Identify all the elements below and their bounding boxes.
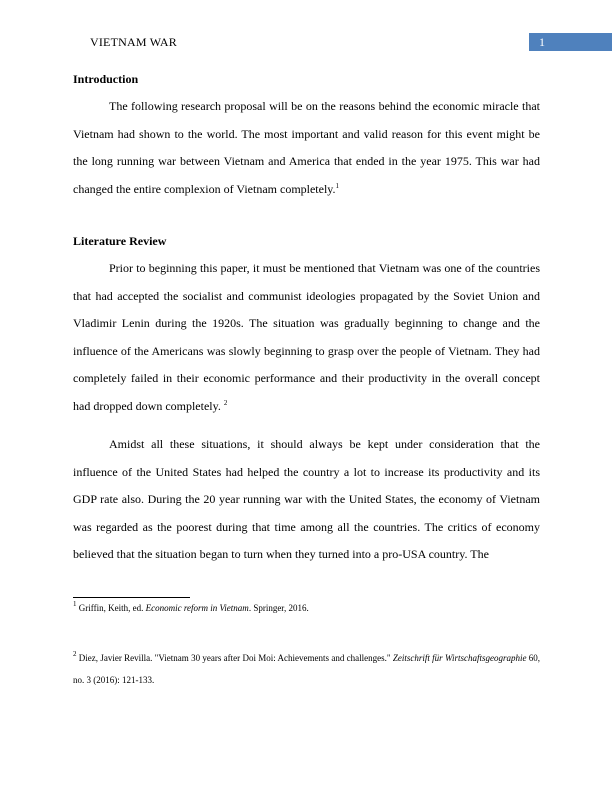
footnote-number: 2	[73, 650, 77, 658]
footnote-text: Diez, Javier Revilla. "Vietnam 30 years after Doi Moi: Achievements and challenges."	[76, 653, 393, 663]
footnote-1	[73, 597, 540, 619]
page-number: 1	[539, 35, 545, 49]
page-number-box	[529, 33, 612, 51]
paragraph-introduction	[73, 93, 540, 203]
section-heading-literature-review: Literature Review	[73, 234, 167, 248]
paragraph-text: Prior to beginning this paper, it must be mentioned that Vietnam was one of the countries that had accepted the socialist and communist ideologies propagated by the Soviet Union and Vladimir Lenin during the 1920s. The situation was gradually beginning to change and the influence of the Americans was slowly beginning to grasp over the people of Vietnam. They had completely failed in their economic performance and their productivity in the overall concept had dropped down completely.	[73, 261, 540, 413]
footnote-text: . Springer, 2016.	[248, 603, 309, 613]
footnote-ref-1[interactable]: 1	[335, 181, 340, 190]
footnote-number: 1	[73, 600, 77, 608]
paragraph-literature-review-2	[73, 431, 540, 569]
paragraph-text: Amidst all these situations, it should always be kept under consideration that the influence of the United States had helped the country a lot to increase its productivity and its GDP rate also. During the 20 year running war with the United States, the economy of Vietnam was regarded as the poorest during that time among all the countries. The critics of economy believed that the situation began to turn when they turned into a pro-USA country. The	[73, 437, 540, 562]
footnote-title: Zeitschrift für Wirtschaftsgeographie	[392, 653, 527, 663]
paragraph-literature-review-1	[73, 255, 540, 421]
paragraph-text: The following research proposal will be on the reasons behind the economic miracle that Vietnam had shown to the world. The most important and valid reason for this event might be the long running war between Vietnam and America that ended in the year 1975. This war had changed the entire complexion of Vietnam completely.	[73, 99, 540, 196]
footnote-2	[73, 647, 540, 691]
footnote-title: Economic reform in Vietnam	[145, 603, 249, 613]
footnote-text: Griffin, Keith, ed.	[76, 603, 146, 613]
section-heading-introduction: Introduction	[73, 72, 139, 86]
running-head: VIETNAM WAR	[90, 35, 177, 49]
footnote-text: 60, no. 3 (2016): 121-133.	[73, 653, 541, 685]
footnote-ref-2[interactable]: 2	[223, 398, 228, 407]
